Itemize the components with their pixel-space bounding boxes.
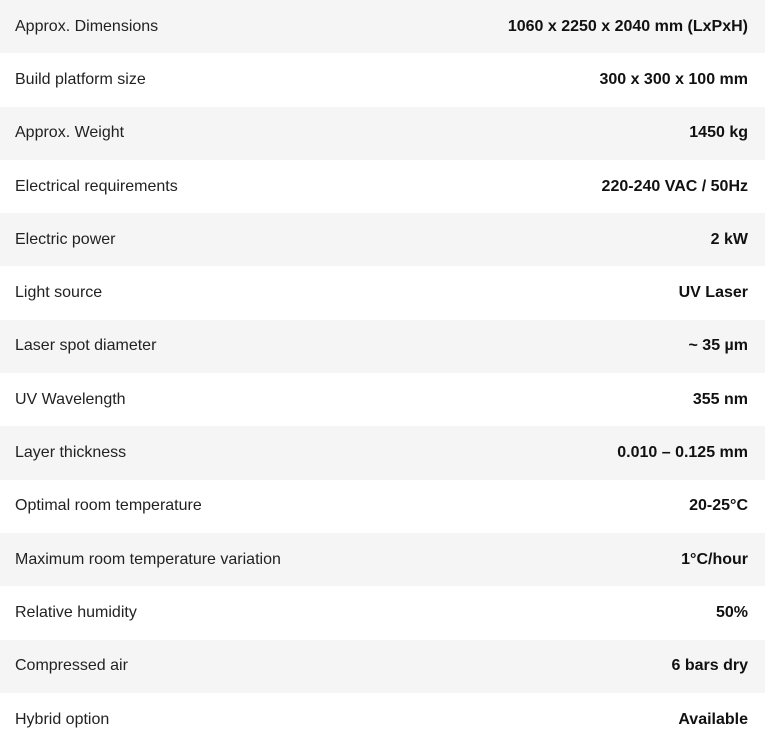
spec-label: Laser spot diameter	[15, 337, 157, 355]
spec-label: Maximum room temperature variation	[15, 550, 281, 568]
spec-value: 20-25°C	[689, 497, 748, 515]
spec-value: 355 nm	[692, 390, 748, 408]
spec-row-laser-spot	[0, 320, 765, 373]
spec-value: 1060 x 2250 x 2040 mm (LxPxH)	[507, 17, 748, 35]
spec-label: Layer thickness	[15, 444, 127, 462]
spec-value: UV Laser	[678, 284, 748, 302]
spec-row-humidity	[0, 586, 765, 639]
spec-row-temperature-variation	[0, 533, 765, 586]
spec-row-room-temperature	[0, 480, 765, 533]
spec-value: 6 bars dry	[671, 657, 748, 675]
spec-label: Light source	[15, 284, 103, 302]
spec-label: Build platform size	[15, 70, 146, 88]
spec-row-light-source	[0, 266, 765, 319]
spec-value: 2 kW	[710, 230, 748, 248]
spec-value: 300 x 300 x 100 mm	[599, 70, 748, 88]
spec-row-compressed-air	[0, 640, 765, 693]
spec-row-power	[0, 213, 765, 266]
spec-row-hybrid-option	[0, 693, 765, 746]
spec-row-layer-thickness	[0, 426, 765, 479]
spec-value: Available	[678, 710, 748, 728]
spec-label: Optimal room temperature	[15, 497, 202, 515]
spec-label: Compressed air	[15, 657, 128, 675]
spec-label: Approx. Weight	[15, 124, 125, 142]
spec-row-build-platform	[0, 53, 765, 106]
spec-label: Relative humidity	[15, 603, 137, 621]
spec-label: UV Wavelength	[15, 390, 126, 408]
spec-value: 1450 kg	[689, 124, 748, 142]
spec-row-electrical	[0, 160, 765, 213]
spec-row-weight	[0, 107, 765, 160]
spec-value: 220-240 VAC / 50Hz	[601, 177, 748, 195]
spec-value: ~ 35 µm	[688, 337, 748, 355]
spec-value: 0.010 – 0.125 mm	[617, 444, 748, 462]
spec-label: Electrical requirements	[15, 177, 178, 195]
spec-label: Approx. Dimensions	[15, 17, 159, 35]
spec-value: 50%	[715, 603, 748, 621]
spec-value: 1°C/hour	[681, 550, 748, 568]
spec-row-wavelength	[0, 373, 765, 426]
spec-label: Hybrid option	[15, 710, 110, 728]
spec-label: Electric power	[15, 230, 116, 248]
spec-row-dimensions	[0, 0, 765, 53]
